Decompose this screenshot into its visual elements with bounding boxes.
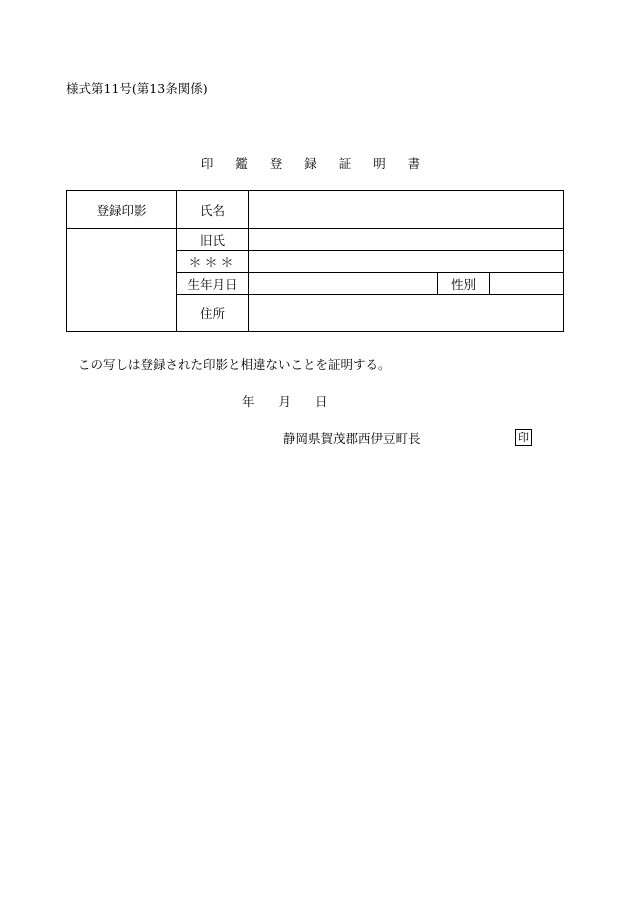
address-label: 住所 <box>177 295 249 332</box>
birthdate-value <box>249 273 438 295</box>
certificate-table <box>66 190 564 332</box>
form-number: 様式第11号(第13条関係) <box>66 81 208 96</box>
seal-impression-area <box>67 229 177 332</box>
certification-statement: この写しは登録された印影と相違ないことを証明する。 <box>78 357 391 372</box>
day-label: 日 <box>315 394 328 409</box>
address-value <box>249 295 564 332</box>
year-label: 年 <box>242 394 255 409</box>
sex-value <box>490 273 564 295</box>
former-surname-value <box>249 229 564 251</box>
former-surname-label: 旧氏 <box>177 229 249 251</box>
table-row-former-surname <box>67 229 564 251</box>
document-title: 印 鑑 登 録 証 明 書 <box>200 156 430 171</box>
date-line <box>242 392 328 410</box>
seal-mark: 印 <box>515 429 532 446</box>
table-row-name <box>67 191 564 229</box>
name-value <box>249 191 564 229</box>
name-label: 氏名 <box>177 191 249 229</box>
masked-value <box>249 251 564 273</box>
masked-label: ＊＊＊ <box>177 251 249 273</box>
issuer-name: 静岡県賀茂郡西伊豆町長 <box>283 431 421 446</box>
seal-impression-label: 登録印影 <box>67 191 177 229</box>
birthdate-label: 生年月日 <box>177 273 249 295</box>
sex-label: 性別 <box>438 273 490 295</box>
month-label: 月 <box>278 394 292 409</box>
